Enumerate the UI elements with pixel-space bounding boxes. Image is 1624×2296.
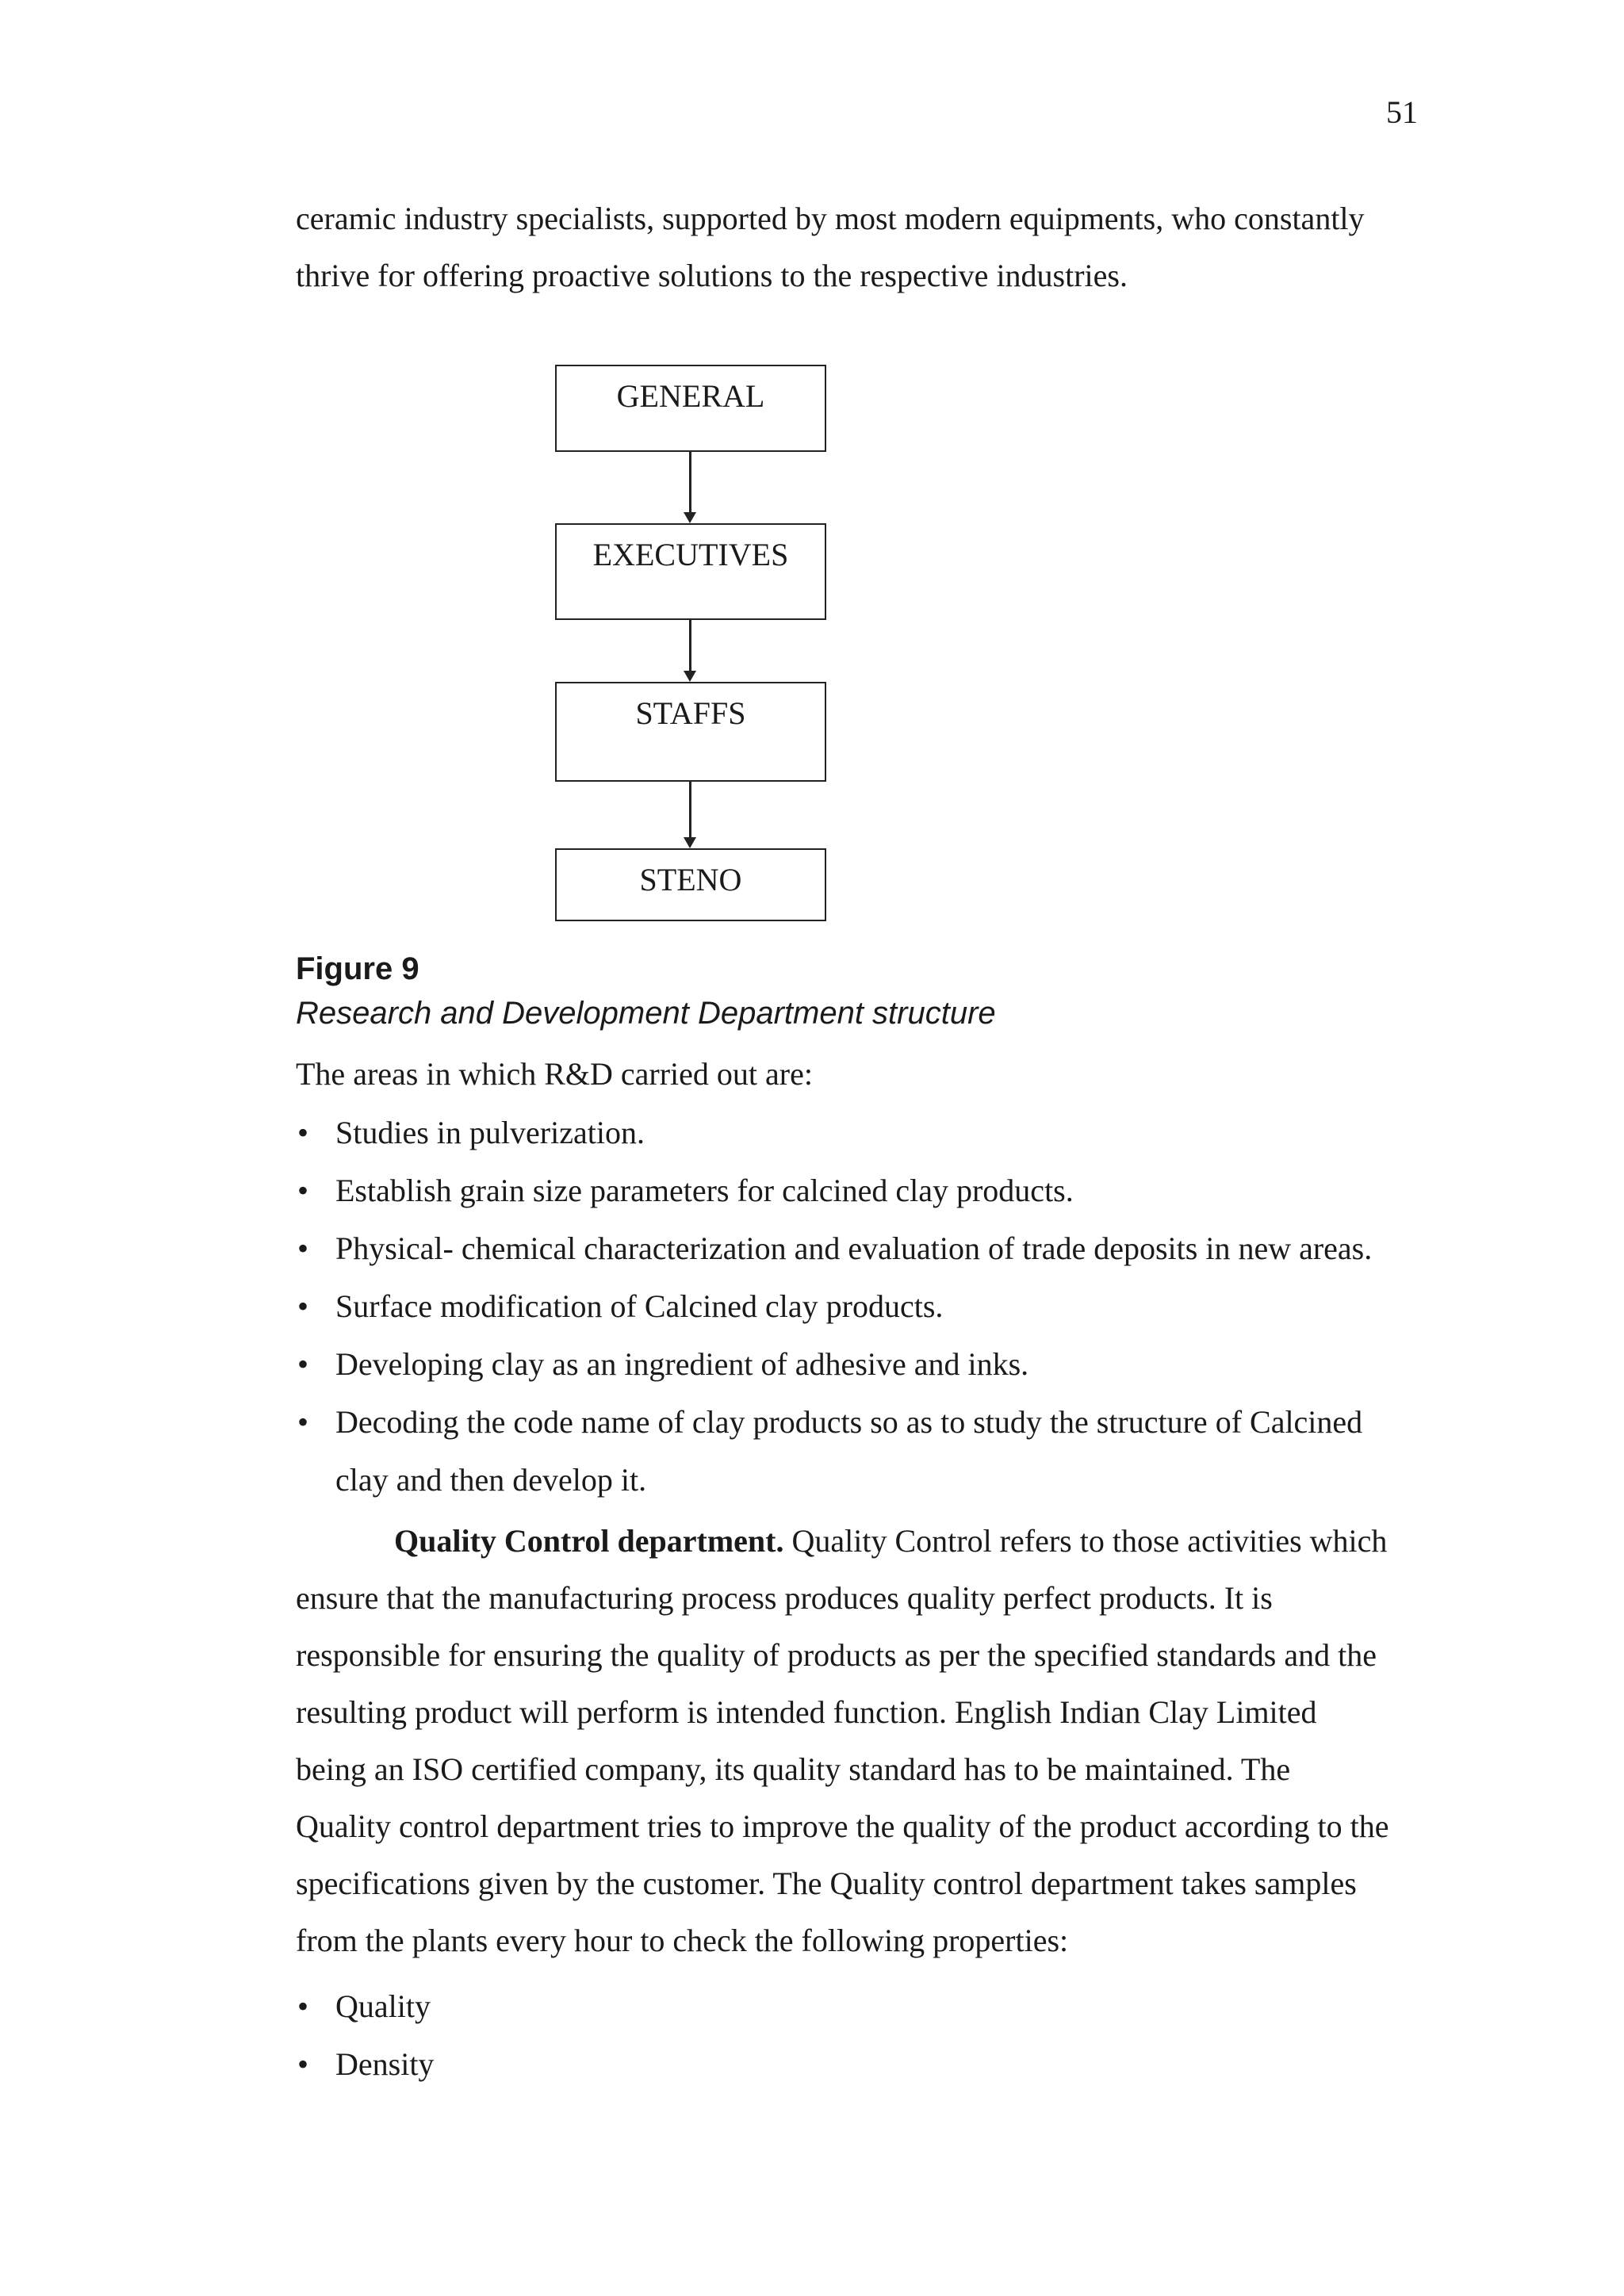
list-item: • Density bbox=[296, 2035, 1438, 2093]
figure-label: Figure 9 bbox=[296, 951, 419, 986]
org-box-steno bbox=[555, 848, 826, 921]
bullet-icon: • bbox=[297, 1404, 309, 1440]
intro-paragraph bbox=[296, 190, 1422, 304]
arrow-down-icon bbox=[684, 837, 696, 848]
bullet-icon: • bbox=[297, 1230, 309, 1266]
list-item: • Developing clay as an ingredient of adhesive and inks. bbox=[296, 1335, 1438, 1393]
intro-line: ceramic industry specialists, supported by most modern equipments, who constantly bbox=[296, 201, 1365, 236]
list-item: • Physical- chemical characterization and evaluation of trade deposits in new areas. bbox=[296, 1219, 1438, 1277]
bullet-icon: • bbox=[297, 1288, 309, 1324]
qc-first-line: Quality Control department. Quality Control refers to those activities which bbox=[394, 1523, 1388, 1559]
list-item: • Studies in pulverization. bbox=[296, 1104, 1438, 1161]
figure-caption: Research and Development Department structure bbox=[296, 996, 996, 1031]
bullet-icon: • bbox=[297, 2046, 309, 2082]
list-item: • Establish grain size parameters for calcined clay products. bbox=[296, 1161, 1438, 1219]
qc-line: specifications given by the customer. The Quality control department takes samples bbox=[296, 1866, 1357, 1901]
org-box-label: STENO bbox=[639, 862, 742, 897]
qc-line: ensure that the manufacturing process produces quality perfect products. It is bbox=[296, 1580, 1273, 1616]
list-item: • Surface modification of Calcined clay products. bbox=[296, 1277, 1438, 1335]
qc-line: responsible for ensuring the quality of products as per the specified standards and the bbox=[296, 1637, 1377, 1673]
page-number: 51 bbox=[1386, 94, 1418, 130]
intro-line: thrive for offering proactive solutions to the respective industries. bbox=[296, 258, 1128, 293]
rd-areas-list bbox=[296, 1104, 1438, 1509]
bullet-icon: • bbox=[297, 1346, 309, 1382]
quality-control-paragraph bbox=[296, 1513, 1438, 1969]
qc-line: being an ISO certified company, its quality standard has to be maintained. The bbox=[296, 1751, 1291, 1787]
org-box-label: STAFFS bbox=[635, 695, 746, 731]
rd-intro: The areas in which R&D carried out are: bbox=[296, 1056, 813, 1092]
connector-line bbox=[689, 782, 691, 837]
list-item: • Decoding the code name of clay products so as to study the structure of Calcined clay and then develop it. bbox=[296, 1393, 1438, 1509]
arrow-down-icon bbox=[684, 512, 696, 523]
list-item: • Quality bbox=[296, 1977, 1438, 2035]
org-box-staffs bbox=[555, 682, 826, 782]
qc-heading: Quality Control department. bbox=[394, 1523, 784, 1559]
qc-line: from the plants every hour to check the following properties: bbox=[296, 1923, 1069, 1958]
org-box-general bbox=[555, 365, 826, 452]
org-box-label: EXECUTIVES bbox=[592, 537, 789, 572]
bullet-icon: • bbox=[297, 1988, 309, 2024]
bullet-icon: • bbox=[297, 1115, 309, 1150]
org-box-executives bbox=[555, 523, 826, 620]
connector-line bbox=[689, 620, 691, 671]
arrow-down-icon bbox=[684, 671, 696, 682]
qc-properties-list bbox=[296, 1977, 1438, 2093]
connector-line bbox=[689, 452, 691, 512]
bullet-icon: • bbox=[297, 1173, 309, 1208]
org-box-label: GENERAL bbox=[616, 378, 765, 414]
qc-line: Quality control department tries to improve the quality of the product according to the bbox=[296, 1808, 1389, 1844]
qc-line: resulting product will perform is intended function. English Indian Clay Limited bbox=[296, 1694, 1317, 1730]
